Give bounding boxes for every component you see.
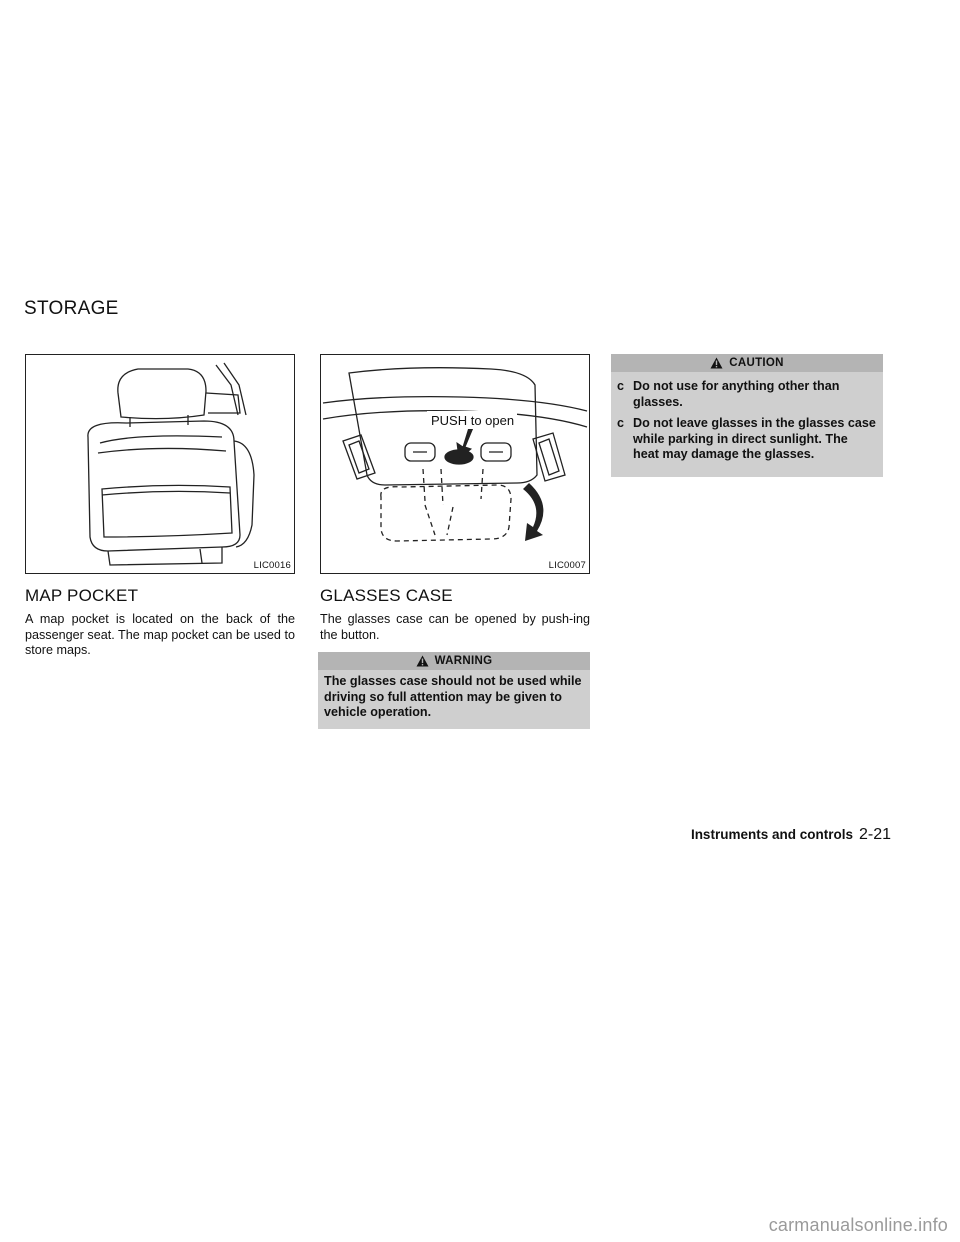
- caution-body: [611, 372, 883, 477]
- caution-item-text: Do not use for anything other than glasses.: [633, 379, 840, 409]
- warning-triangle-icon: [710, 357, 723, 369]
- warning-title: WARNING: [434, 655, 493, 667]
- glasses-case-body: The glasses case can be opened by push-ing the button.: [320, 612, 590, 642]
- caution-item-text: Do not leave glasses in the glasses case while parking in direct sunlight. The heat may damage the glasses.: [633, 416, 876, 461]
- map-pocket-heading: MAP POCKET: [25, 586, 139, 605]
- caution-item: [617, 416, 877, 463]
- push-to-open-label: PUSH to open: [431, 413, 515, 428]
- caution-bullet: c: [617, 416, 625, 430]
- page-section-title: STORAGE: [24, 298, 119, 319]
- figure-code: LIC0016: [253, 560, 291, 571]
- warning-header: [318, 652, 590, 670]
- watermark[interactable]: carmanualsonline.info: [768, 1215, 948, 1235]
- glasses-case-illustration: [321, 355, 589, 573]
- page-number: 2-21: [858, 826, 891, 843]
- caution-header: [611, 354, 883, 372]
- map-pocket-body: A map pocket is located on the back of the passenger seat. The map pocket can be used to store maps.: [25, 612, 295, 657]
- caution-item: [617, 379, 877, 410]
- caution-box: [611, 354, 883, 477]
- page-footer: [691, 826, 891, 844]
- figure-code: LIC0007: [548, 560, 586, 571]
- glasses-case-figure: [320, 354, 590, 574]
- caution-title: CAUTION: [729, 357, 784, 369]
- glasses-case-heading: GLASSES CASE: [320, 586, 453, 605]
- footer-section-name: Instruments and controls: [690, 827, 853, 842]
- map-pocket-figure: [25, 354, 295, 574]
- warning-box: [318, 652, 590, 729]
- caution-bullet: c: [617, 379, 625, 393]
- caution-list: [617, 379, 877, 463]
- warning-triangle-icon: [416, 655, 429, 667]
- seat-back-illustration: [26, 355, 294, 573]
- warning-text: The glasses case should not be used while driving so full attention may be given to vehicle operation.: [324, 674, 582, 719]
